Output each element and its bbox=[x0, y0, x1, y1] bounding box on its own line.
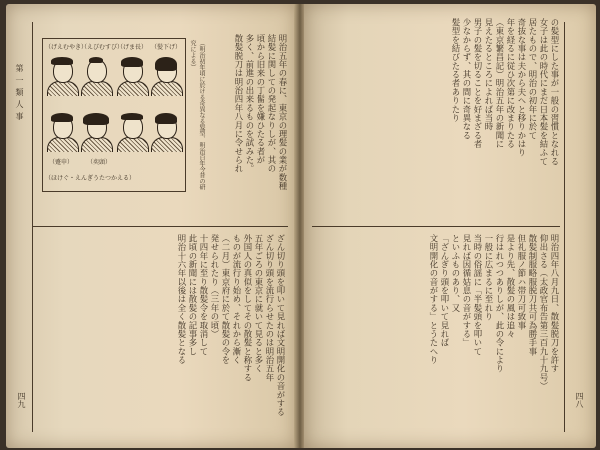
text-column: ざん切り頭を流行らせたのは明治五年 bbox=[265, 234, 275, 382]
text-column: 「ざんぎり頭を叩いて見れば bbox=[440, 234, 450, 347]
text-column: 少なからず、其の間に奇異なる bbox=[462, 18, 472, 140]
text-column: 一般に広まるに至れり bbox=[484, 234, 494, 321]
text-column: 五年ごろの東京に就いて見ると多く bbox=[254, 234, 264, 374]
text-column: 但礼服ノ節ハ帯刀可致事 bbox=[517, 234, 527, 330]
text-column: 年を経るに従ひ次第に改まりたる bbox=[506, 18, 516, 149]
section-divider-right bbox=[312, 226, 560, 227]
text-column: 十四年に至り散髪令を取消して bbox=[199, 234, 209, 356]
text-column: 散髪制服略服脱刀共可為勝手事 bbox=[528, 234, 538, 356]
text-column: 髪型を結びたる者ありたり bbox=[451, 18, 461, 123]
text-column: 見えたるところによれば当時 bbox=[484, 18, 494, 131]
text-column: 居たもので、明治の初年に於て bbox=[528, 18, 538, 140]
text-column: 外国人の真似をしてその散髪と称する bbox=[243, 234, 253, 382]
upper-text-block bbox=[316, 18, 560, 222]
illus-caption: （奕頭） bbox=[87, 159, 112, 166]
left-page bbox=[6, 4, 296, 448]
text-column: 見れば因循姑息の音がする」 bbox=[462, 234, 472, 347]
text-column: 明治五年の春に、東京の理髪の業が数種 bbox=[278, 34, 288, 191]
hairstyle-illustration bbox=[42, 38, 186, 192]
text-column: 明治四年八月九日、散髪脱刀を許す bbox=[550, 234, 560, 374]
portrait-figure bbox=[47, 113, 77, 151]
margin-rule-right bbox=[564, 22, 565, 432]
portrait-figure bbox=[81, 113, 111, 151]
text-column: 発せられたり（三年の頃） bbox=[210, 234, 220, 339]
portrait-figure bbox=[81, 57, 111, 95]
text-column: （東京繁昌記）明治五年の新聞に bbox=[495, 18, 505, 149]
illus-side-caption: （明治初年頃に於ける奇異なる髪型、明治百年今昔の研究による） bbox=[189, 40, 205, 190]
text-column: 女子は此の時代にまだ日本髪を結ふて bbox=[539, 18, 549, 166]
portrait-figure bbox=[151, 113, 181, 151]
page-number-left: 四九 bbox=[17, 392, 26, 408]
text-column: 此頃の新聞には散髪の記事多し bbox=[188, 234, 198, 356]
upper-text-block bbox=[202, 34, 288, 222]
portrait-figure bbox=[47, 57, 77, 95]
text-column: 是より先、散髪の風は追々 bbox=[506, 234, 516, 339]
text-column: 結髪に関しての発起なりしが、其の bbox=[267, 34, 277, 174]
text-column: 仰出さる（太政官布告第三百九十九号） bbox=[539, 234, 549, 391]
text-column: の髪型にした事が一般の習慣となれる bbox=[550, 18, 560, 166]
text-column: 文明開化の音がする」とうたへり bbox=[429, 234, 439, 365]
text-column: （二月）東京府に於て散髪の令を bbox=[221, 234, 231, 365]
portrait-figure bbox=[117, 57, 147, 95]
open-book bbox=[6, 4, 596, 448]
lower-text-block bbox=[316, 234, 560, 430]
portrait-figure bbox=[151, 57, 181, 95]
text-column: ざん切り頭を叩いて見れば文明開化の音がする bbox=[276, 234, 286, 417]
illus-caption: （げま長） bbox=[117, 44, 148, 51]
margin-rule-left bbox=[32, 22, 33, 432]
text-column: 当時の俗謡に「半髪頭を叩いて bbox=[473, 234, 483, 356]
text-column: 男子の髪を切ることを好まざる者 bbox=[473, 18, 483, 149]
text-column: といふものあり、又 bbox=[451, 234, 461, 313]
text-column: 散髪脱刀は明治四年八月に令せられ bbox=[234, 34, 244, 174]
text-column: 頃から旧来の丁髷を嫌ひたる者が bbox=[256, 34, 266, 165]
illus-caption: （えびむすび） bbox=[81, 44, 124, 51]
text-column: 多く、前進の出来るものを試みた。 bbox=[245, 34, 255, 174]
portrait-figure bbox=[117, 113, 147, 151]
text-column: 明治十六年以後は全く散髪となる bbox=[177, 234, 187, 365]
text-column: ものが流行り始め、それから漸く bbox=[232, 234, 242, 365]
page-number-right: 四八 bbox=[575, 392, 584, 408]
section-divider-left bbox=[32, 226, 288, 227]
illus-caption: （ほけぐ・えんぎうたつかえる） bbox=[45, 175, 136, 182]
illus-caption: （蹙申） bbox=[49, 159, 74, 166]
right-page bbox=[304, 4, 596, 448]
text-column: 行はれつつありしが、此の令により bbox=[495, 234, 505, 374]
text-column: 奇抜な事は夫から夫へと移りかはり bbox=[517, 18, 527, 158]
lower-text-block bbox=[38, 234, 286, 430]
illus-caption: （髪下げ） bbox=[151, 44, 182, 51]
illus-caption: （げえむやき） bbox=[45, 44, 88, 51]
running-header: 第一類人事 bbox=[15, 64, 24, 124]
